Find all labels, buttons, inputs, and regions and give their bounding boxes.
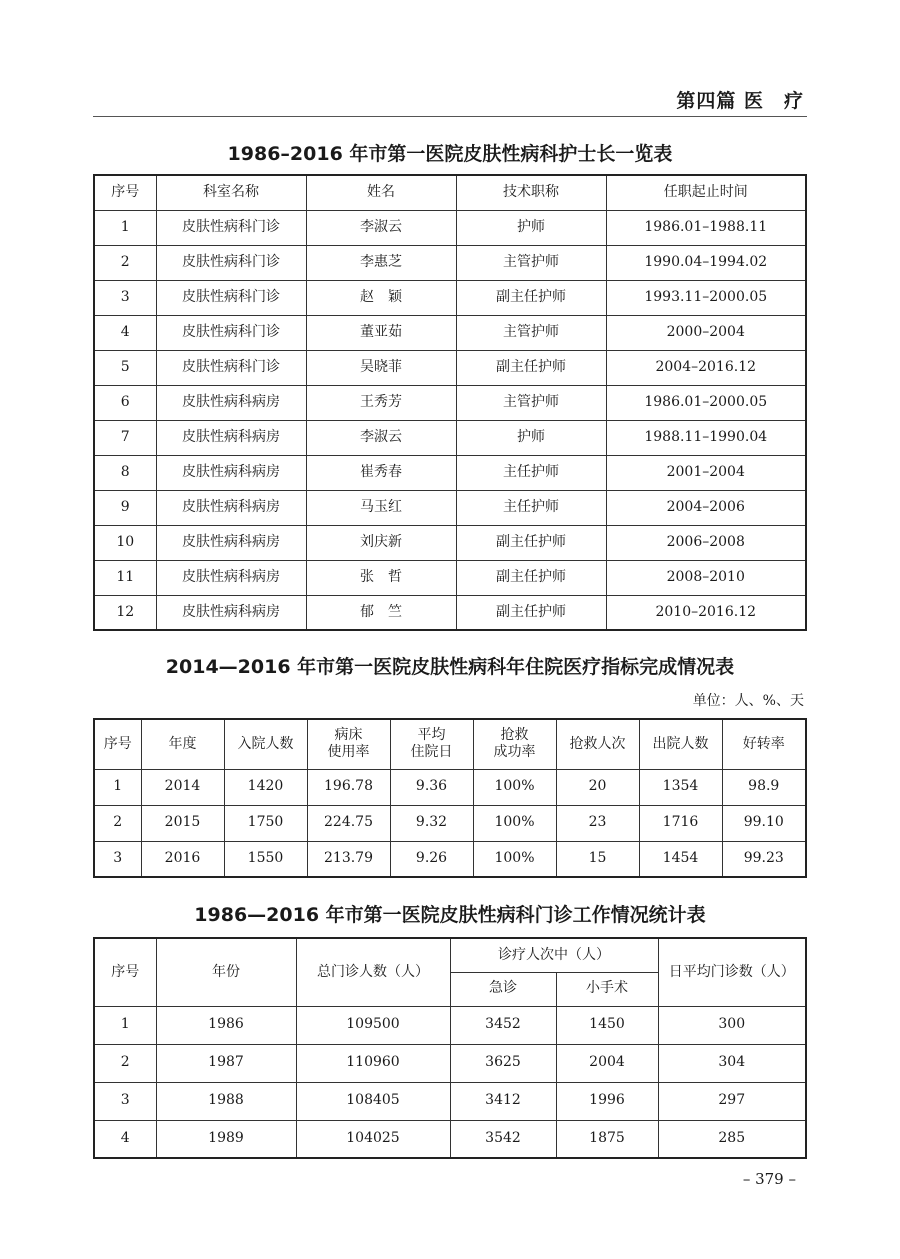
table-cell: 2 xyxy=(94,1044,156,1082)
table-cell: 1750 xyxy=(224,805,307,841)
table-cell: 2010–2016.12 xyxy=(606,595,806,630)
table-cell: 主任护师 xyxy=(456,455,606,490)
table-cell: 100% xyxy=(473,769,556,805)
table2-title: 2014—2016 年市第一医院皮肤性病科年住院医疗指标完成情况表 xyxy=(165,656,735,678)
table-cell: 副主任护师 xyxy=(456,525,606,560)
table-cell: 1354 xyxy=(639,769,722,805)
table-cell: 皮肤性病科病房 xyxy=(156,420,306,455)
table-header-cell: 年度 xyxy=(141,719,224,769)
table-row xyxy=(94,350,806,385)
table-cell: 1986 xyxy=(156,1006,296,1044)
table-cell: 6 xyxy=(94,385,156,420)
table-row xyxy=(94,1006,806,1044)
table-cell: 7 xyxy=(94,420,156,455)
table-header-cell: 序号 xyxy=(94,175,156,210)
table-header-cell: 好转率 xyxy=(722,719,806,769)
header-seq: 序号 xyxy=(94,938,156,1006)
table-cell: 2014 xyxy=(141,769,224,805)
table-cell: 2004 xyxy=(556,1044,658,1082)
table-cell: 刘庆新 xyxy=(306,525,456,560)
table-cell: 1875 xyxy=(556,1120,658,1158)
table-cell: 1 xyxy=(94,769,141,805)
table-header-cell: 技术职称 xyxy=(456,175,606,210)
table-cell: 皮肤性病科门诊 xyxy=(156,315,306,350)
table-cell: 1996 xyxy=(556,1082,658,1120)
table-cell: 224.75 xyxy=(307,805,390,841)
table-cell: 300 xyxy=(658,1006,806,1044)
table-cell: 9.26 xyxy=(390,841,473,877)
table-cell: 1550 xyxy=(224,841,307,877)
table-cell: 12 xyxy=(94,595,156,630)
table-cell: 99.23 xyxy=(722,841,806,877)
table-cell: 1989 xyxy=(156,1120,296,1158)
table-cell: 皮肤性病科门诊 xyxy=(156,350,306,385)
table-cell: 108405 xyxy=(296,1082,450,1120)
table-cell: 1986.01–1988.11 xyxy=(606,210,806,245)
table-cell: 2006–2008 xyxy=(606,525,806,560)
table-cell: 3 xyxy=(94,1082,156,1120)
table-cell: 1 xyxy=(94,1006,156,1044)
header-daily-average: 日平均门诊数（人） xyxy=(658,938,806,1006)
table-cell: 100% xyxy=(473,805,556,841)
table-cell: 1716 xyxy=(639,805,722,841)
table-cell: 109500 xyxy=(296,1006,450,1044)
table-cell: 2004–2016.12 xyxy=(606,350,806,385)
table-cell: 皮肤性病科门诊 xyxy=(156,245,306,280)
table-cell: 皮肤性病科病房 xyxy=(156,490,306,525)
table-cell: 196.78 xyxy=(307,769,390,805)
table-row xyxy=(94,385,806,420)
table-cell: 2 xyxy=(94,805,141,841)
header-year: 年份 xyxy=(156,938,296,1006)
header-rule xyxy=(93,116,807,117)
table-row xyxy=(94,315,806,350)
table-row xyxy=(94,595,806,630)
table-cell: 吴晓菲 xyxy=(306,350,456,385)
table-cell: 主管护师 xyxy=(456,385,606,420)
table-cell: 1986.01–2000.05 xyxy=(606,385,806,420)
nurse-head-table xyxy=(93,174,807,631)
table-cell: 100% xyxy=(473,841,556,877)
table-cell: 主管护师 xyxy=(456,315,606,350)
table-cell: 1988 xyxy=(156,1082,296,1120)
table-cell: 李淑云 xyxy=(306,420,456,455)
table-cell: 15 xyxy=(556,841,639,877)
table-cell: 皮肤性病科门诊 xyxy=(156,210,306,245)
table-header-row xyxy=(94,175,806,210)
table-cell: 副主任护师 xyxy=(456,280,606,315)
table-cell: 2004–2006 xyxy=(606,490,806,525)
table-cell: 1987 xyxy=(156,1044,296,1082)
table-cell: 皮肤性病科病房 xyxy=(156,595,306,630)
table-cell: 1990.04–1994.02 xyxy=(606,245,806,280)
table-cell: 1993.11–2000.05 xyxy=(606,280,806,315)
header-minor-surgery: 小手术 xyxy=(556,972,658,1006)
table-row xyxy=(94,560,806,595)
table-cell: 1 xyxy=(94,210,156,245)
table-cell: 98.9 xyxy=(722,769,806,805)
table-cell: 主管护师 xyxy=(456,245,606,280)
table-row xyxy=(94,420,806,455)
table-header-cell: 抢救人次 xyxy=(556,719,639,769)
table-row xyxy=(94,805,806,841)
table-cell: 皮肤性病科病房 xyxy=(156,560,306,595)
table-cell: 1454 xyxy=(639,841,722,877)
table-cell: 110960 xyxy=(296,1044,450,1082)
table-cell: 2016 xyxy=(141,841,224,877)
table-cell: 皮肤性病科病房 xyxy=(156,455,306,490)
table-cell: 董亚茹 xyxy=(306,315,456,350)
table-cell: 1450 xyxy=(556,1006,658,1044)
table-cell: 8 xyxy=(94,455,156,490)
table-cell: 皮肤性病科门诊 xyxy=(156,280,306,315)
table-cell: 2000–2004 xyxy=(606,315,806,350)
table-header-cell: 病床 使用率 xyxy=(307,719,390,769)
table-header-cell: 任职起止时间 xyxy=(606,175,806,210)
table-row xyxy=(94,525,806,560)
table-cell: 2 xyxy=(94,245,156,280)
table-row xyxy=(94,1044,806,1082)
table-cell: 副主任护师 xyxy=(456,560,606,595)
table-header-cell: 平均 住院日 xyxy=(390,719,473,769)
table-cell: 23 xyxy=(556,805,639,841)
header-emergency: 急诊 xyxy=(450,972,556,1006)
table-cell: 郁 竺 xyxy=(306,595,456,630)
table-cell: 213.79 xyxy=(307,841,390,877)
table-cell: 皮肤性病科病房 xyxy=(156,385,306,420)
table-cell: 副主任护师 xyxy=(456,350,606,385)
table-cell: 20 xyxy=(556,769,639,805)
table-cell: 3625 xyxy=(450,1044,556,1082)
table-row xyxy=(94,1120,806,1158)
table2-unit: 单位：人、%、天 xyxy=(692,693,804,709)
table-cell: 3412 xyxy=(450,1082,556,1120)
table-cell: 285 xyxy=(658,1120,806,1158)
table-row xyxy=(94,841,806,877)
table-cell: 3 xyxy=(94,280,156,315)
table-cell: 张 哲 xyxy=(306,560,456,595)
table-cell: 马玉红 xyxy=(306,490,456,525)
table-cell: 5 xyxy=(94,350,156,385)
table-header-row xyxy=(94,719,806,769)
table-cell: 李惠芝 xyxy=(306,245,456,280)
table3-title: 1986—2016 年市第一医院皮肤性病科门诊工作情况统计表 xyxy=(194,904,706,926)
header-total-visits: 总门诊人数（人） xyxy=(296,938,450,1006)
table-cell: 3 xyxy=(94,841,141,877)
table-cell: 3542 xyxy=(450,1120,556,1158)
table-cell: 护师 xyxy=(456,420,606,455)
table-cell: 99.10 xyxy=(722,805,806,841)
table-cell: 王秀芳 xyxy=(306,385,456,420)
table-cell: 护师 xyxy=(456,210,606,245)
table-row xyxy=(94,490,806,525)
table-row xyxy=(94,455,806,490)
table-cell: 304 xyxy=(658,1044,806,1082)
table-cell: 1420 xyxy=(224,769,307,805)
table-header-cell: 出院人数 xyxy=(639,719,722,769)
table-cell: 3452 xyxy=(450,1006,556,1044)
table-cell: 皮肤性病科病房 xyxy=(156,525,306,560)
table-cell: 9.32 xyxy=(390,805,473,841)
table-row xyxy=(94,769,806,805)
table-cell: 9.36 xyxy=(390,769,473,805)
table-cell: 副主任护师 xyxy=(456,595,606,630)
table-cell: 104025 xyxy=(296,1120,450,1158)
table-cell: 主任护师 xyxy=(456,490,606,525)
running-head: 第四篇 医 疗 xyxy=(676,90,804,112)
table-cell: 2001–2004 xyxy=(606,455,806,490)
inpatient-indicator-table xyxy=(93,718,807,878)
table-header-cell: 科室名称 xyxy=(156,175,306,210)
table-row xyxy=(94,280,806,315)
table1-title: 1986–2016 年市第一医院皮肤性病科护士长一览表 xyxy=(227,143,673,165)
table-header-cell: 入院人数 xyxy=(224,719,307,769)
header-treatment-group: 诊疗人次中（人） xyxy=(450,938,658,972)
table-row xyxy=(94,245,806,280)
table-header-cell: 抢救 成功率 xyxy=(473,719,556,769)
table-cell: 4 xyxy=(94,1120,156,1158)
table-cell: 9 xyxy=(94,490,156,525)
outpatient-statistics-table xyxy=(93,937,807,1159)
table-cell: 4 xyxy=(94,315,156,350)
table-header-cell: 序号 xyxy=(94,719,141,769)
table-row xyxy=(94,210,806,245)
table-header-row xyxy=(94,938,806,972)
table-cell: 2008–2010 xyxy=(606,560,806,595)
table-cell: 1988.11–1990.04 xyxy=(606,420,806,455)
table-header-cell: 姓名 xyxy=(306,175,456,210)
page-number: – 379 – xyxy=(742,1170,796,1188)
table-cell: 赵 颖 xyxy=(306,280,456,315)
table-row xyxy=(94,1082,806,1120)
table-cell: 崔秀春 xyxy=(306,455,456,490)
table-cell: 297 xyxy=(658,1082,806,1120)
table-cell: 10 xyxy=(94,525,156,560)
table-cell: 李淑云 xyxy=(306,210,456,245)
table-cell: 11 xyxy=(94,560,156,595)
table-cell: 2015 xyxy=(141,805,224,841)
